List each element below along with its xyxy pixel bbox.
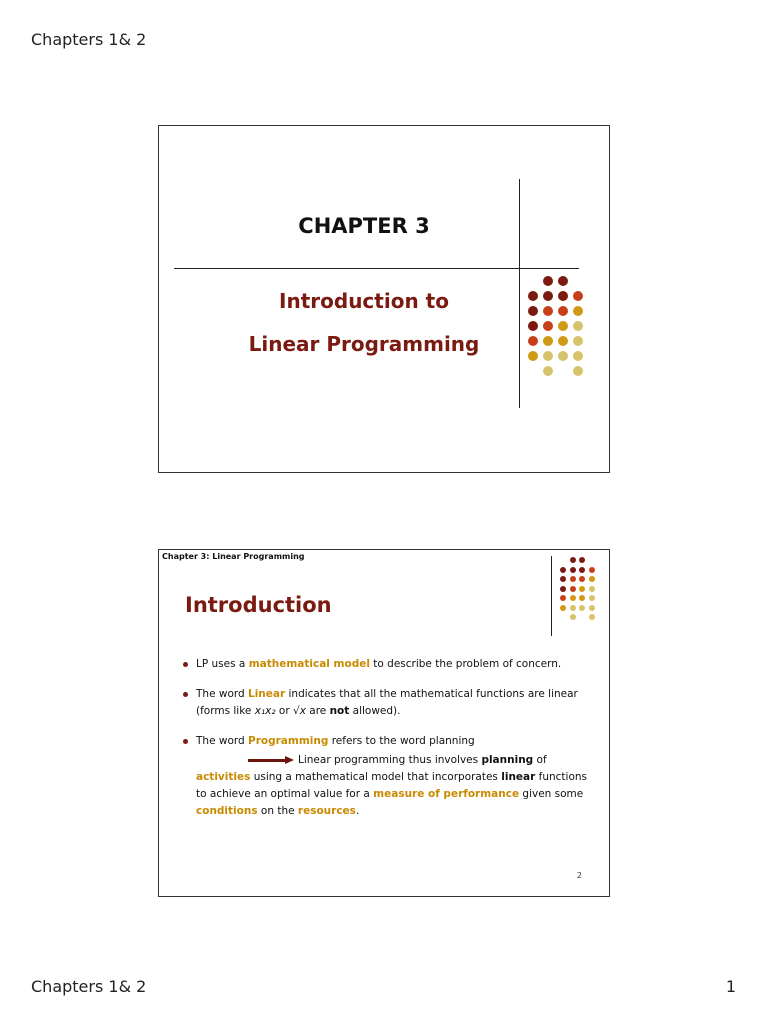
vertical-rule [551,556,552,636]
decorative-dot [573,306,583,316]
page-number: 1 [725,977,736,996]
bullet-item: LP uses a mathematical model to describe the problem of concern. [183,656,593,673]
slide-title: Introduction [185,593,332,617]
page-header: Chapters 1& 2 [31,30,147,49]
slide-chapter-title [158,125,610,473]
decorative-dot [589,605,595,611]
decorative-dot [589,567,595,573]
decorative-dot [558,336,568,346]
decorative-dot [560,586,566,592]
decorative-dot [589,576,595,582]
decorative-dot [560,595,566,601]
decorative-dot [558,276,568,286]
chapter-title: CHAPTER 3 [298,214,430,238]
decorative-dot [543,276,553,286]
decorative-dot [570,576,576,582]
decorative-dot [570,586,576,592]
decorative-dot [573,366,583,376]
decorative-dot [543,351,553,361]
math-expression: x₁x₂ [254,705,276,717]
decorative-dot [558,351,568,361]
math-expression: √x [293,705,306,717]
horizontal-rule [174,268,579,269]
decorative-dot [528,291,538,301]
decorative-dot [560,567,566,573]
decorative-dot [560,576,566,582]
decorative-dot [570,557,576,563]
bullet-item: The word Linear indicates that all the mathematical functions are linear (forms like x₁x₂ or √x are not allowed). [183,686,593,720]
decorative-dot [573,336,583,346]
decorative-dot [589,595,595,601]
decorative-dot [579,595,585,601]
emphasis: not [329,705,350,717]
decorative-dot [579,567,585,573]
keyword: Programming [248,735,329,747]
decorative-dot [558,291,568,301]
decorative-dot [543,366,553,376]
decorative-dot [570,595,576,601]
decorative-dot [543,306,553,316]
decorative-dot [579,557,585,563]
decorative-dot [589,614,595,620]
decorative-dot [570,614,576,620]
decorative-dot [570,605,576,611]
slide-introduction [158,549,610,897]
continuation-paragraph: Linear programming thus involves planning of activities using a mathematical model that incorporates linear functions to achieve an optimal value for a measure of performance given some conditions on the resources. [196,754,588,817]
subtitle-line-1: Introduction to [279,289,449,313]
decorative-dot [528,321,538,331]
page-footer-left: Chapters 1& 2 [31,977,147,996]
decorative-dot [560,605,566,611]
slide-page-number: 2 [576,871,582,880]
decorative-dot [558,321,568,331]
decorative-dot [579,605,585,611]
bullet-item: The word Programming refers to the word planning [183,733,593,750]
decorative-dot [528,351,538,361]
subtitle-line-2: Linear Programming [248,332,480,356]
decorative-dot [558,306,568,316]
slide-label: Chapter 3: Linear Programming [162,552,305,561]
keyword: mathematical model [248,658,370,670]
decorative-dot [573,321,583,331]
decorative-dot [573,291,583,301]
decorative-dot [579,586,585,592]
arrow-right-icon [248,756,294,765]
bullet-list [183,656,593,820]
decorative-dot [543,336,553,346]
decorative-dot [579,576,585,582]
decorative-dot [589,586,595,592]
decorative-dot [570,567,576,573]
decorative-dot [528,306,538,316]
decorative-dot [543,291,553,301]
keyword: Linear [248,688,286,700]
decorative-dot [528,336,538,346]
decorative-dot [573,351,583,361]
decorative-dot [543,321,553,331]
